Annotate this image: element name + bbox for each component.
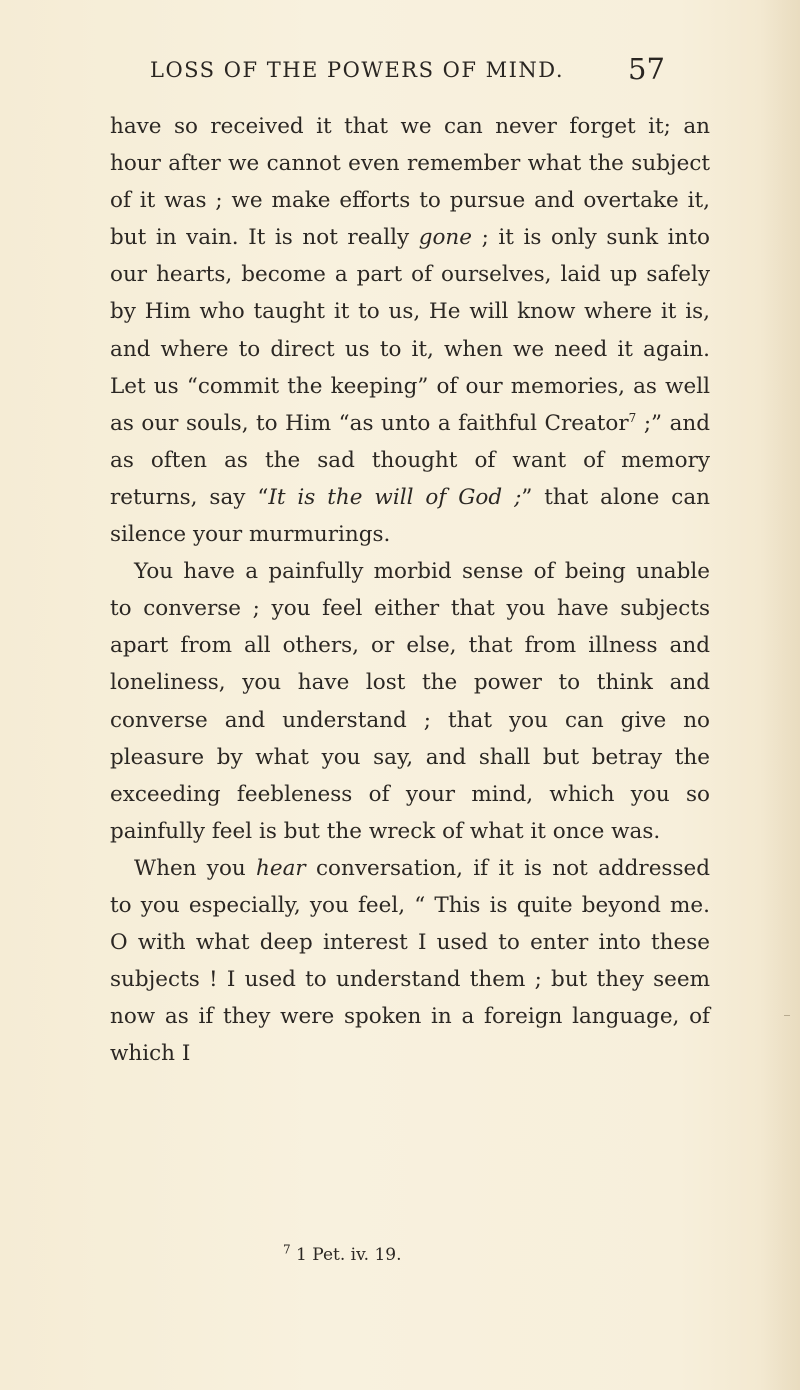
margin-mark <box>784 1015 790 1016</box>
text-segment: You have a painfully morbid sense of being unable to converse ; you feel either that you have subjects apart from all others, or else, that from illness and loneliness, you have lost the power to think and converse and understand ; that you can give no pleasure by what you say, and shall but betray the exceeding feebleness of your mind, which you so painfully feel is but the wreck of what it once was. <box>110 559 710 844</box>
paragraph <box>110 108 710 553</box>
footnote-marker: 7 <box>283 1242 291 1257</box>
running-title: LOSS OF THE POWERS OF MIND. <box>150 58 565 82</box>
text-segment: When you <box>134 855 257 881</box>
italic-text: hear <box>256 855 306 881</box>
text-segment: ;” and as often as the sad thought of want of memory returns, say “ <box>110 410 710 510</box>
footnote <box>283 1242 402 1265</box>
page-edge-shading <box>760 0 800 1390</box>
paragraph <box>110 553 710 850</box>
body-text <box>110 108 710 1072</box>
italic-text: gone <box>418 225 472 251</box>
italic-text: It is the will of God ; <box>268 484 522 510</box>
footnote-reference: 7 <box>628 410 637 425</box>
page-number: 57 <box>628 52 665 86</box>
running-head <box>0 52 800 92</box>
footnote-text: 1 Pet. iv. 19. <box>296 1245 402 1265</box>
text-segment: have so received it that we can never forget it; an hour after we cannot even remember what the subject of it was ; we make efforts to pursue and overtake it, but in vain. It is not really <box>110 114 710 251</box>
text-segment: ” that alone can silence your murmurings. <box>110 484 711 548</box>
text-segment: conversation, if it is not addressed to you especially, you feel, “ This is quite beyond me. O with what deep interest I used to enter into these subjects ! I used to understand them ; but they seem now as if they were spoken in a foreign language, of which I <box>110 855 710 1067</box>
paragraph <box>110 850 710 1073</box>
text-segment: ; it is only sunk into our hearts, become a part of ourselves, laid up safely by Him who taught it to us, He will know where it is, and where to direct us to it, when we need it again. Let us “commit the keeping” of our memories, as well as our souls, to Him “as unto a faithful Creator <box>110 225 710 436</box>
